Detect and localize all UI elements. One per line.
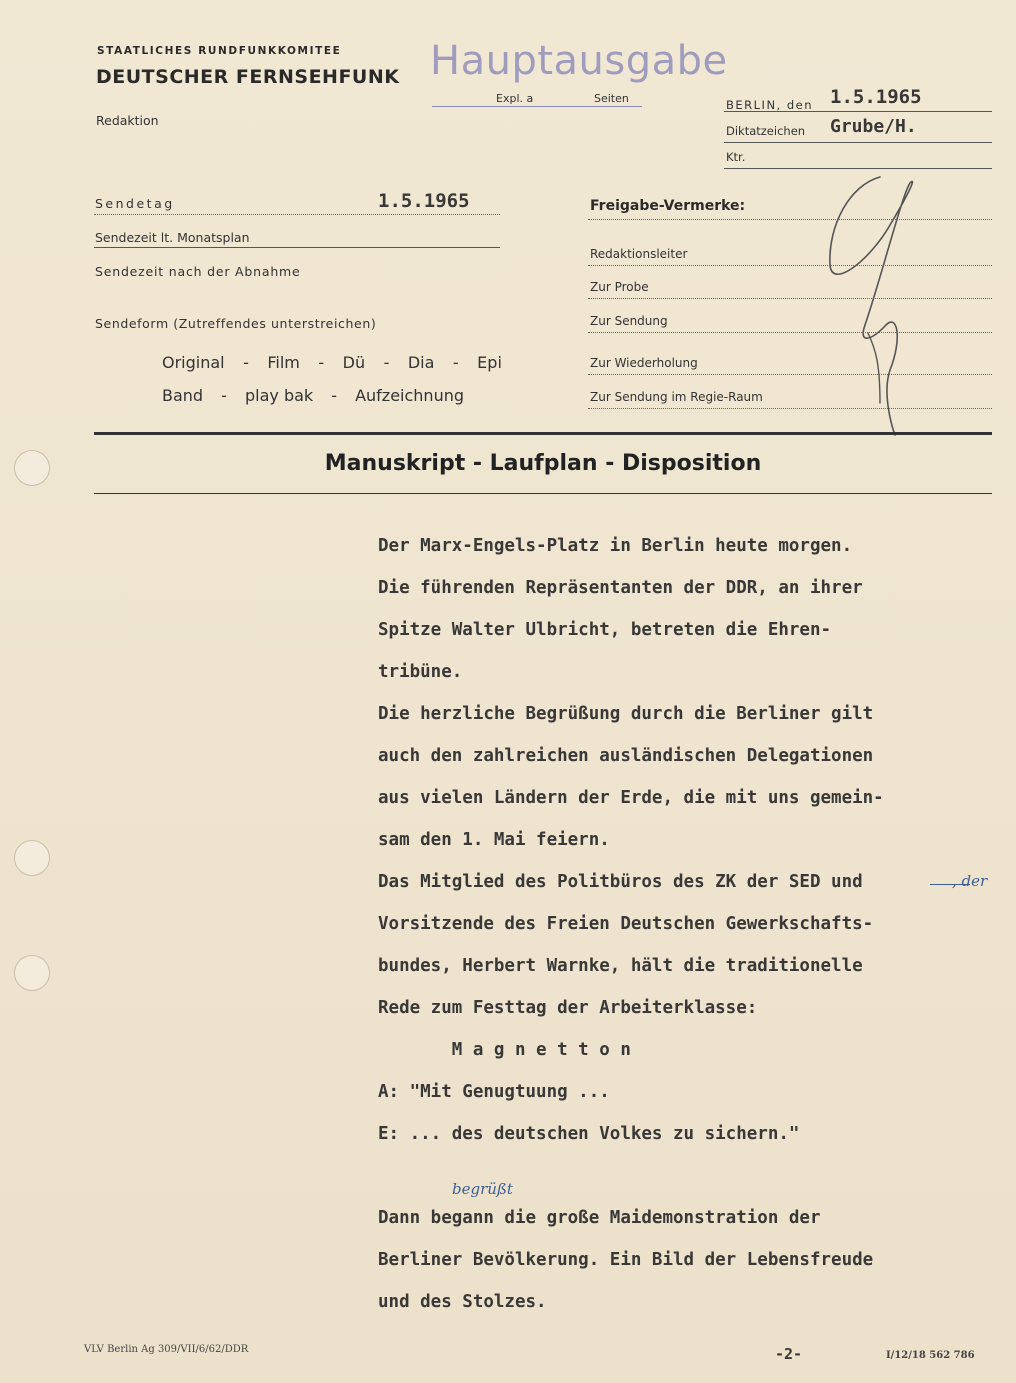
sendeform-due: Dü: [342, 353, 366, 372]
sendeform-row-2: [162, 386, 464, 405]
body-line: E: ... des deutschen Volkes zu sichern.": [378, 1124, 800, 1144]
ktr-label: Ktr.: [726, 150, 746, 164]
handwritten-signature: [810, 165, 930, 445]
punch-hole-top: [14, 450, 50, 486]
sendezeit-plan-rule: [94, 247, 500, 248]
body-line: und des Stolzes.: [378, 1292, 547, 1312]
sendeform-separator: -: [331, 386, 338, 405]
body-line-begann: Dann begann die große Maidemonstration der: [378, 1208, 821, 1228]
handwritten-correction-der: , der: [952, 872, 988, 890]
sendezeit-plan-label: Sendezeit lt. Monatsplan: [95, 230, 250, 245]
sendetag-rule: [94, 214, 500, 215]
diktat-label: Diktatzeichen: [726, 124, 806, 138]
freigabe-item: Zur Probe: [590, 280, 649, 294]
sendeform-epi: Epi: [477, 353, 502, 372]
sendeform-original: Original: [162, 353, 225, 372]
body-line: Die führenden Repräsentanten der DDR, an ihrer: [378, 578, 863, 598]
body-line: Vorsitzende des Freien Deutschen Gewerkschafts-: [378, 914, 874, 934]
body-line: bundes, Herbert Warnke, hält die traditionelle: [378, 956, 863, 976]
freigabe-rule: [588, 265, 992, 266]
body-line: aus vielen Ländern der Erde, die mit uns gemein-: [378, 788, 884, 808]
handwritten-correction-begruesst: begrüßt: [452, 1180, 513, 1198]
printer-code: VLV Berlin Ag 309/VII/6/62/DDR: [84, 1344, 249, 1355]
sendeform-separator: -: [383, 353, 390, 372]
freigabe-title: Freigabe-Vermerke:: [590, 198, 746, 214]
punch-hole-bottom: [14, 955, 50, 991]
banner-title: Manuskript - Laufplan - Disposition: [324, 451, 762, 476]
sendeform-aufzeichnung: Aufzeichnung: [355, 386, 464, 405]
manuscript-body: [378, 536, 998, 1334]
body-line: A: "Mit Genugtuung ...: [378, 1082, 610, 1102]
date-rule: [724, 111, 992, 112]
stamp-rule: [432, 106, 642, 107]
freigabe-rule: [588, 332, 992, 333]
sendeform-separator: -: [243, 353, 249, 372]
place-label: BERLIN, den: [726, 98, 814, 112]
freigabe-item: Redaktionsleiter: [590, 247, 688, 261]
expl-label: Expl. a: [496, 92, 534, 105]
sendeform-dia: Dia: [407, 353, 435, 372]
body-line: Spitze Walter Ulbricht, betreten die Ehren-: [378, 620, 832, 640]
sendeform-separator: -: [221, 386, 227, 405]
manuskript-banner: [94, 432, 992, 494]
freigabe-rule: [588, 408, 992, 409]
sendeform-separator: -: [452, 353, 459, 372]
body-line: Berliner Bevölkerung. Ein Bild der Lebensfreude: [378, 1250, 874, 1270]
punch-hole-middle: [14, 840, 50, 876]
sendetag-label: Sendetag: [95, 196, 175, 211]
org-line: STAATLICHES RUNDFUNKKOMITEE: [97, 45, 342, 57]
body-line-magnetton: M a g n e t t o n: [378, 1040, 631, 1060]
sendeform-separator: -: [318, 353, 325, 372]
sendetag-value: 1.5.1965: [378, 190, 470, 212]
freigabe-item: Zur Sendung im Regie-Raum: [590, 390, 763, 404]
sendeform-film: Film: [267, 353, 300, 372]
sendeform-band: Band: [162, 386, 204, 405]
body-line: tribüne.: [378, 662, 463, 682]
freigabe-rule: [588, 374, 992, 375]
seiten-label: Seiten: [594, 92, 629, 105]
sendeform-row-1: [162, 353, 502, 372]
freigabe-rule: [588, 298, 992, 299]
form-code: I/12/18 562 786: [886, 1350, 975, 1361]
org-name: DEUTSCHER FERNSEHFUNK: [96, 66, 400, 88]
diktat-value: Grube/H.: [830, 116, 917, 137]
diktat-rule: [724, 142, 992, 143]
body-line: Der Marx-Engels-Platz in Berlin heute morgen.: [378, 536, 853, 556]
body-line: sam den 1. Mai feiern.: [378, 830, 610, 850]
body-line: Die herzliche Begrüßung durch die Berliner gilt: [378, 704, 874, 724]
freigabe-item: Zur Sendung: [590, 314, 668, 328]
date-value: 1.5.1965: [830, 86, 922, 108]
sendeform-playbak: play bak: [244, 386, 314, 405]
freigabe-item: Zur Wiederholung: [590, 356, 698, 370]
sendeform-label: Sendeform (Zutreffendes unterstreichen): [95, 316, 377, 331]
department-label: Redaktion: [96, 113, 159, 128]
freigabe-title-rule: [588, 219, 992, 220]
body-line-sed: Das Mitglied des Politbüros des ZK der SED und: [378, 872, 863, 892]
page-number: -2-: [775, 1345, 803, 1363]
body-line: Rede zum Festtag der Arbeiterklasse:: [378, 998, 758, 1018]
hauptausgabe-stamp: Hauptausgabe: [430, 38, 728, 84]
body-line: auch den zahlreichen ausländischen Delegationen: [378, 746, 874, 766]
sendezeit-abnahme-label: Sendezeit nach der Abnahme: [95, 264, 301, 279]
